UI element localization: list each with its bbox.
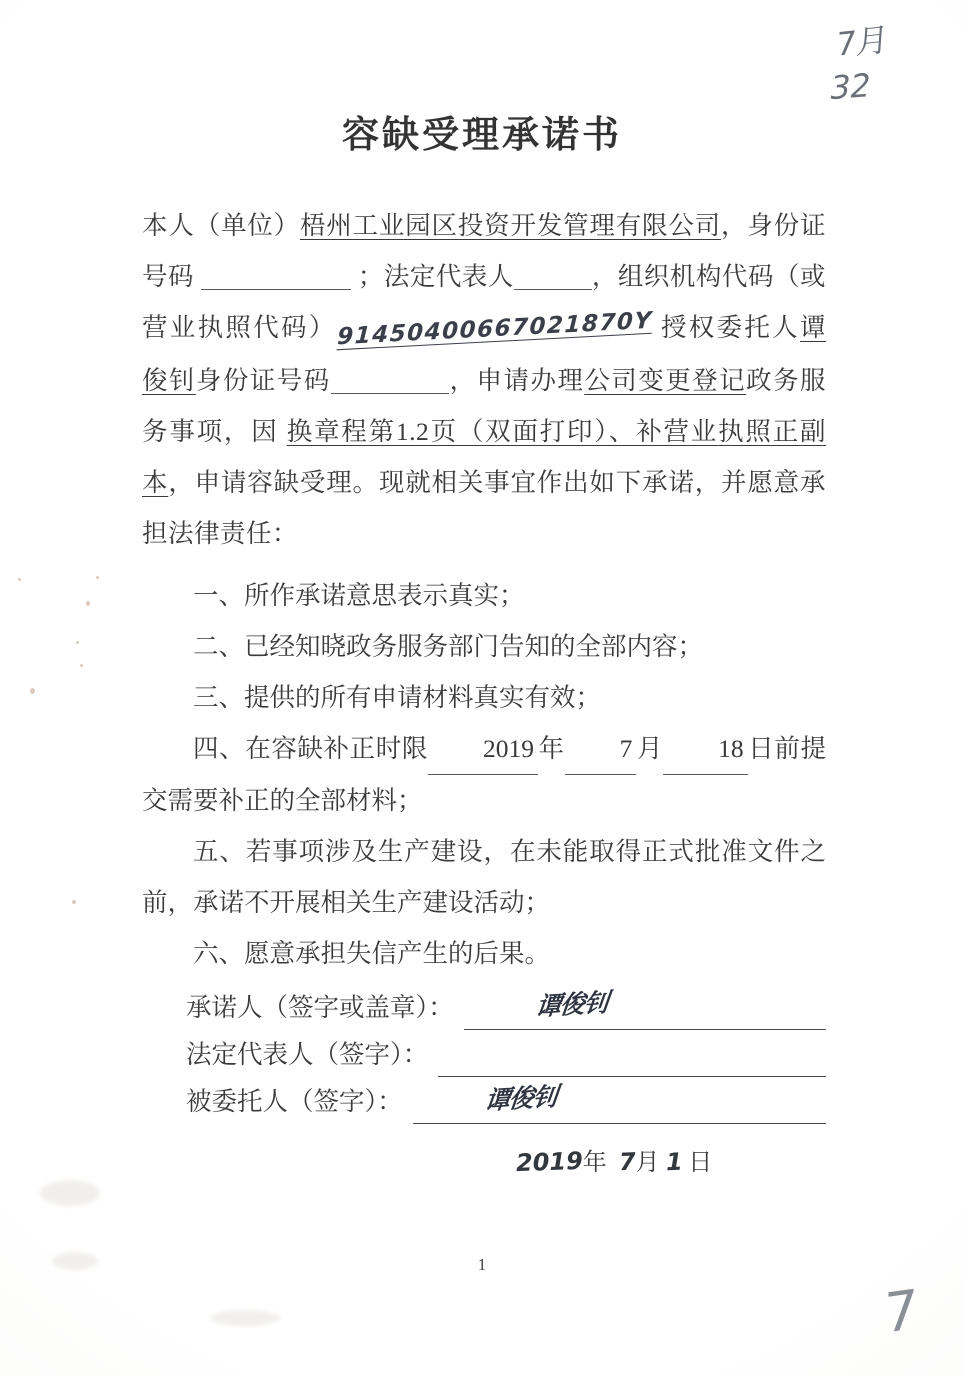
body-line5-suffix: ，申请容缺受理。现就相关事宜作出如下承诺，并愿意承担法律责任： bbox=[142, 468, 826, 548]
handwritten-corner-annotation bbox=[826, 20, 890, 108]
legal-rep-label: 法定代表人（签字）： bbox=[186, 1040, 429, 1069]
signing-date-year[interactable]: 2019 bbox=[515, 1146, 584, 1178]
scan-speck bbox=[30, 688, 35, 694]
body-line2-mid: ；法定代表人 bbox=[357, 262, 514, 291]
clause-item: 三、提供的所有申请材料真实有效； bbox=[193, 683, 602, 712]
promisor-signature-line[interactable] bbox=[464, 989, 826, 1030]
clause-list bbox=[142, 570, 826, 979]
handwritten-bottom-mark: 7 bbox=[883, 1277, 918, 1346]
scan-speck bbox=[86, 601, 90, 606]
body-line1-prefix: 本人（单位） bbox=[142, 211, 300, 240]
scan-speck bbox=[72, 900, 76, 904]
body-line2-tail: ，组织机构代码 bbox=[591, 262, 774, 291]
delegate-id-field[interactable] bbox=[331, 393, 449, 394]
body-text bbox=[142, 200, 826, 559]
corner-annotation-line-2: 32 bbox=[826, 65, 874, 108]
promisor-label: 承诺人（签字或盖章）： bbox=[186, 993, 454, 1022]
signing-date-month[interactable]: 7 bbox=[618, 1147, 636, 1177]
signing-date-day[interactable]: 1 bbox=[664, 1147, 683, 1177]
correction-deadline-year[interactable]: 2019 bbox=[428, 723, 538, 775]
service-matter-field[interactable]: 公司变更登记 bbox=[584, 366, 747, 395]
body-line5-prefix: 事项，因 bbox=[169, 417, 279, 446]
scan-smudge bbox=[40, 1180, 100, 1206]
applicant-name-field[interactable]: 梧州工业园区投资开发管理有限公司 bbox=[299, 211, 721, 240]
body-line4-mid: ，申请办理 bbox=[448, 366, 585, 395]
legal-representative-field[interactable] bbox=[514, 289, 592, 290]
clause-item: 二、已经知晓政务服务部门告知的全部内容； bbox=[193, 632, 704, 661]
clause4-prefix: 四、在容缺补正时限 bbox=[193, 734, 428, 763]
scan-smudge bbox=[210, 1310, 280, 1326]
legal-rep-signature-row bbox=[186, 1032, 826, 1077]
clause4-month-unit: 月 bbox=[636, 734, 664, 763]
reason-field[interactable]: 换章程第1.2页（双面打印）、补营业执照正副本 bbox=[142, 417, 826, 497]
legal-rep-signature-line[interactable] bbox=[438, 1036, 826, 1077]
page-title: 容缺受理承诺书 bbox=[342, 114, 622, 155]
correction-deadline-day[interactable]: 18 bbox=[663, 723, 748, 775]
clause-item: 六、愿意承担失信产生的后果。 bbox=[193, 939, 551, 968]
clause-item-four bbox=[142, 723, 826, 826]
scan-speck bbox=[96, 576, 99, 579]
body-line1-suffix: ，身份 bbox=[721, 211, 800, 240]
scan-speck bbox=[18, 578, 21, 581]
signing-date-day-unit: 日 bbox=[688, 1150, 713, 1176]
signing-date-year-unit: 年 bbox=[582, 1150, 607, 1176]
clause4-year-unit: 年 bbox=[537, 734, 565, 763]
promisor-signature-row bbox=[186, 985, 826, 1030]
clause4-suffix: 前提交需要补正的全部材料； bbox=[142, 734, 826, 815]
signature-block bbox=[186, 985, 826, 1186]
body-line4-label: 身份证号码 bbox=[195, 366, 331, 395]
body-line4-tail: 政务服务 bbox=[142, 366, 826, 446]
page-number: 1 bbox=[477, 1255, 487, 1274]
clause-item: 一、所作承诺意思表示真实； bbox=[193, 581, 525, 610]
body-line3-label: （或营业执照代码） bbox=[142, 262, 826, 342]
body-line2-label: 证号码 bbox=[142, 211, 826, 291]
delegate-label: 被委托人（签字）： bbox=[186, 1087, 403, 1116]
corner-annotation-line-1: 7月 bbox=[834, 20, 890, 64]
signing-date-row bbox=[186, 1140, 826, 1186]
signing-date-month-unit: 月 bbox=[635, 1150, 660, 1176]
license-code-field[interactable]: 91450400667021870Y bbox=[336, 307, 653, 351]
scan-speck bbox=[80, 664, 83, 667]
correction-deadline-month[interactable]: 7 bbox=[565, 723, 637, 775]
body-paragraph bbox=[142, 200, 826, 559]
scan-speck bbox=[76, 641, 79, 644]
delegate-signature-row bbox=[186, 1079, 826, 1124]
clause-item: 五、若事项涉及生产建设，在未能取得正式批准文件之前，承诺不开展相关生产建设活动； bbox=[142, 837, 826, 917]
delegate-signature-line[interactable] bbox=[413, 1083, 826, 1124]
delegate-name-field[interactable]: 谭俊钊 bbox=[142, 313, 826, 395]
delegate-signature-ink: 谭俊钊 bbox=[483, 1081, 559, 1116]
promisor-signature-ink: 谭俊钊 bbox=[534, 987, 610, 1022]
clause4-day-unit: 日 bbox=[747, 734, 775, 763]
id-number-field[interactable] bbox=[201, 289, 351, 290]
body-line3-mid: 授权委托人 bbox=[660, 313, 800, 342]
